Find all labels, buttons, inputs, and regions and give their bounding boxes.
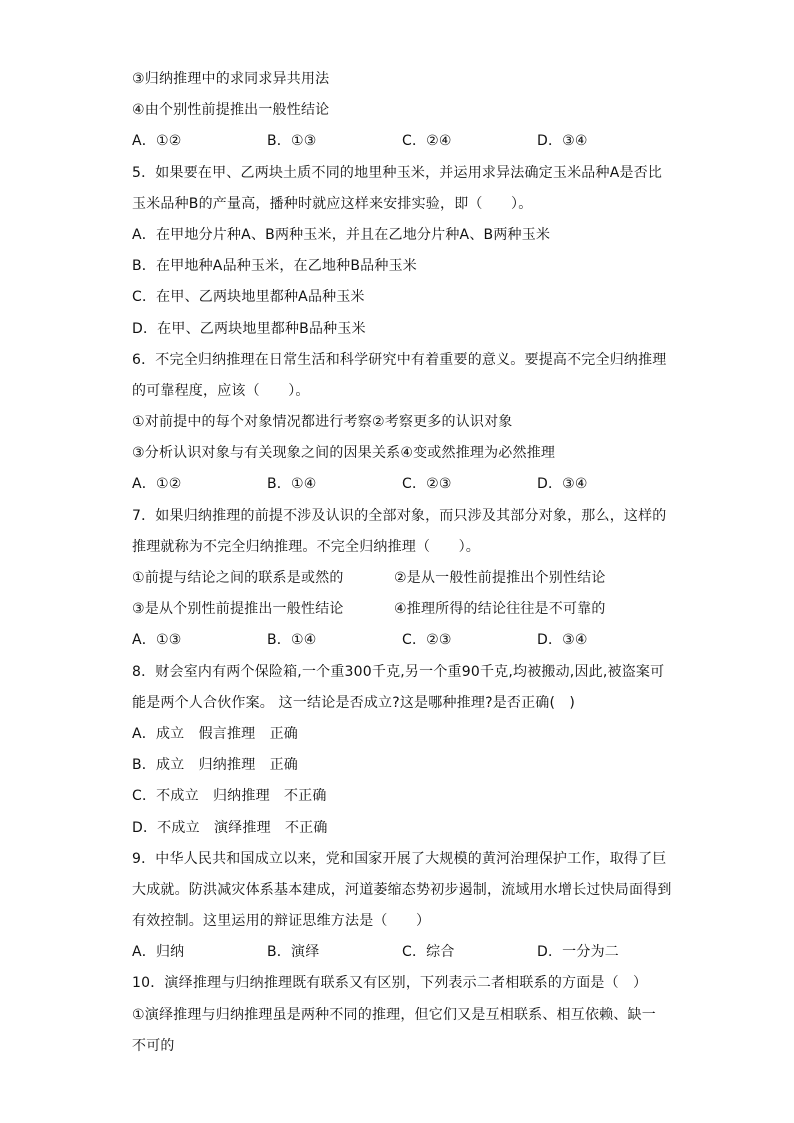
q8-stem-line-1: 8．财会室内有两个保险箱,一个重300千克,另一个重90千克,均被搬动,因此,被盗案可 <box>132 663 665 680</box>
q7-stem-line-2: 推理就称为不完全归纳推理。不完全归纳推理（ ）。 <box>132 538 480 555</box>
q9-option-a[interactable]: A．归纳 <box>132 944 185 961</box>
q7-stem-line-1: 7．如果归纳推理的前提不涉及认识的全部对象，而只涉及其部分对象，那么，这样的 <box>132 507 667 524</box>
q6-options <box>132 469 672 500</box>
q9-stem-line-2: 大成就。防洪减灾体系基本建成，河道萎缩态势初步遏制，流域用水增长过快局面得到 <box>132 881 672 898</box>
q7-items-row-1 <box>132 563 672 594</box>
q8-option-a[interactable]: A．成立 假言推理 正确 <box>132 725 298 742</box>
q10-item-line-1: ①演绎推理与归纳推理虽是两种不同的推理，但它们又是互相联系、相互依赖、缺一 <box>132 1006 656 1023</box>
question-list <box>132 64 672 1062</box>
q6-option-d[interactable]: D．③④ <box>537 476 588 493</box>
q6-items-line-1: ①对前提中的每个对象情况都进行考察②考察更多的认识对象 <box>132 414 513 431</box>
q7-option-d[interactable]: D．③④ <box>537 632 588 649</box>
q6-items-line-2: ③分析认识对象与有关现象之间的因果关系④变或然推理为必然推理 <box>132 445 556 462</box>
q4-option-d[interactable]: D．③④ <box>537 133 588 150</box>
q7-items-row-2 <box>132 594 672 625</box>
q8-option-d[interactable]: D．不成立 演绎推理 不正确 <box>132 819 328 836</box>
q10-item-line-2: 不可的 <box>132 1037 175 1054</box>
q6-option-b[interactable]: B．①④ <box>267 476 317 493</box>
q5-option-b[interactable]: B．在甲地种A品种玉米，在乙地种B品种玉米 <box>132 258 417 275</box>
q4-option-b[interactable]: B．①③ <box>267 133 317 150</box>
q7-item-1: ①前提与结论之间的联系是或然的 <box>132 570 344 586</box>
q4-options <box>132 126 672 157</box>
q10-stem-line-1: 10．演绎推理与归纳推理既有联系又有区别，下列表示二者相联系的方面是（ ） <box>132 975 648 992</box>
q9-option-d[interactable]: D．一分为二 <box>537 944 619 961</box>
q5-option-c[interactable]: C．在甲、乙两块地里都种A品种玉米 <box>132 289 365 306</box>
q8-option-c[interactable]: C．不成立 归纳推理 不正确 <box>132 788 327 805</box>
q7-item-3: ③是从个别性前提推出一般性结论 <box>132 601 344 618</box>
q4-item-4: ④由个别性前提推出一般性结论 <box>132 102 330 119</box>
q7-options <box>132 625 672 656</box>
q6-stem-line-2: 的可靠程度，应该（ ）。 <box>132 382 310 399</box>
q9-options <box>132 937 672 968</box>
q6-option-a[interactable]: A．①② <box>132 476 182 493</box>
q9-stem-line-3: 有效控制。这里运用的辩证思维方法是（ ） <box>132 913 431 930</box>
q8-stem-line-2: 能是两个人合伙作案。 这一结论是否成立?这是哪种推理?是否正确( ) <box>132 694 576 711</box>
q4-item-3: ③归纳推理中的求同求异共用法 <box>132 71 330 87</box>
q7-option-c[interactable]: C．②③ <box>402 632 452 649</box>
q7-option-a[interactable]: A．①③ <box>132 632 182 649</box>
q9-stem-line-1: 9．中华人民共和国成立以来，党和国家开展了大规模的黄河治理保护工作，取得了巨 <box>132 850 667 867</box>
q6-option-c[interactable]: C．②③ <box>402 476 452 493</box>
q4-option-a[interactable]: A．①② <box>132 133 182 150</box>
q4-option-c[interactable]: C．②④ <box>402 133 452 150</box>
q7-item-4: ④推理所得的结论往往是不可靠的 <box>394 601 606 618</box>
q5-stem-line-2: 玉米品种B的产量高，播种时就应这样来安排实验，即（ ）。 <box>132 195 533 212</box>
q9-option-c[interactable]: C．综合 <box>402 944 455 961</box>
q6-stem-line-1: 6．不完全归纳推理在日常生活和科学研究中有着重要的意义。要提高不完全归纳推理 <box>132 351 667 368</box>
q8-option-b[interactable]: B．成立 归纳推理 正确 <box>132 757 299 774</box>
q5-option-d[interactable]: D．在甲、乙两块地里都种B品种玉米 <box>132 320 366 337</box>
q7-option-b[interactable]: B．①④ <box>267 632 317 649</box>
q9-option-b[interactable]: B．演绎 <box>267 944 320 961</box>
q5-option-a[interactable]: A．在甲地分片种A、B两种玉米，并且在乙地分片种A、B两种玉米 <box>132 226 551 243</box>
q5-stem-line-1: 5．如果要在甲、乙两块土质不同的地里种玉米，并运用求异法确定玉米品种A是否比 <box>132 164 663 181</box>
q7-item-2: ②是从一般性前提推出个别性结论 <box>394 570 606 586</box>
